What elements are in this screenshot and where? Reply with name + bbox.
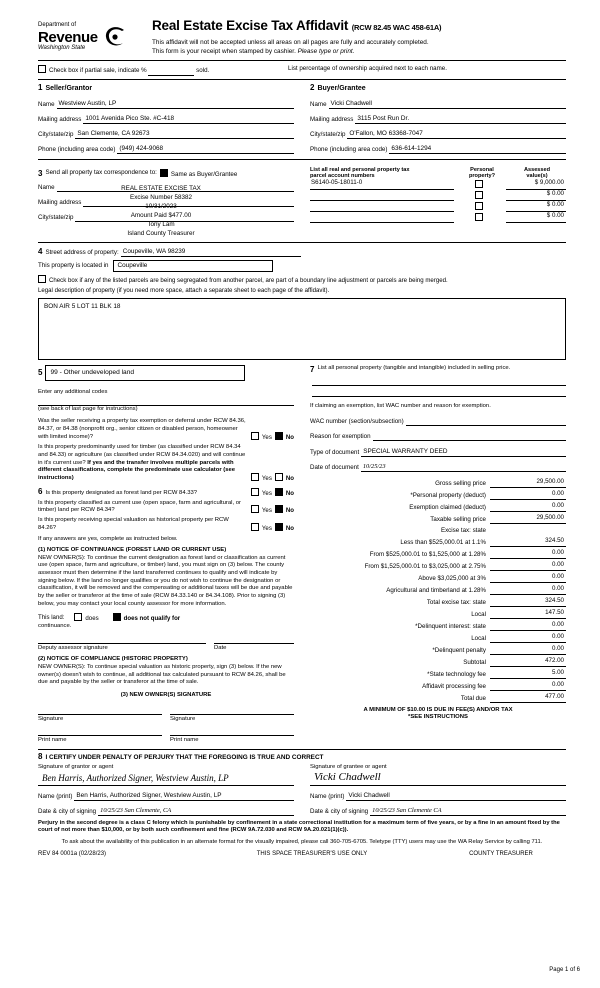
legal-description-input[interactable]	[38, 298, 566, 360]
section4-number: 4	[38, 246, 43, 256]
use-and-tax-section	[38, 365, 566, 745]
new-owner-signature-2-label[interactable]: Signature	[170, 714, 294, 724]
stamp-line-2: Excise Number 58382	[130, 193, 192, 201]
notice-continuance-body: NEW OWNER(S): To continue the current designation as forest land or classification as current use (open space, farm and agriculture, or timber) land, you must sign on (3) below. The county assessor must then determine if the land transferred continues to qualify and will indicate by signing below. If the land no longer qualifies or you do not wish to continue the designation or classification, it will be removed and the compensating or additional taxes will be due and payable by the seller or transferor at the time of sale (RCW 84.33.140 or 84.34.108). Prior to signing (3) below, you may contact your local county assessor for more information.	[38, 554, 293, 607]
stamp-line-6: Island County Treasurer	[127, 230, 195, 238]
ownership-note: List percentage of ownership acquired next to each name.	[288, 65, 447, 73]
table-row	[310, 212, 566, 223]
assessed-value-cell[interactable]	[506, 190, 566, 201]
header-note	[152, 39, 566, 56]
deputy-assessor-signature-label: Deputy assessor signature	[38, 643, 206, 653]
section3-block	[38, 163, 302, 238]
historic-yes-checkbox[interactable]	[251, 523, 259, 531]
segregation-row	[38, 275, 566, 285]
personal-property-checkbox[interactable]	[475, 191, 483, 199]
this-land-label: This land:	[38, 614, 65, 622]
street-address-value: Coupeville, WA 98239	[122, 247, 186, 255]
tax-value[interactable]: 0.00	[490, 549, 566, 559]
land-use-code-input[interactable]	[45, 365, 245, 381]
assessed-value-cell[interactable]	[506, 179, 566, 190]
section6-number: 6	[38, 486, 43, 496]
tax-label: Subtotal	[463, 658, 486, 666]
parcel-header-2: Personal	[470, 166, 494, 173]
seller-mailing-input[interactable]	[83, 114, 294, 124]
page-number: Page 1 of 6	[549, 966, 580, 973]
legal-description-value: BON AIR 5 LOT 11 BLK 18	[44, 302, 121, 310]
stamp-text	[76, 184, 246, 239]
grantee-signature-label: Signature of grantee or agent	[310, 763, 387, 770]
tax-label: Local	[471, 634, 486, 642]
assessed-value-cell[interactable]	[506, 201, 566, 212]
grantee-signature-value: Vicki Chadwell	[314, 770, 381, 783]
parcel-header-3: Assessed	[523, 166, 551, 173]
stamp-line-1: REAL ESTATE EXCISE TAX	[121, 184, 201, 192]
historic-yes-label: Yes	[261, 524, 272, 532]
document-type-value: SPECIAL WARRANTY DEED	[363, 447, 448, 455]
divider	[38, 79, 566, 80]
tax-value[interactable]: 29,500.00	[490, 478, 566, 488]
county-treasurer-label: COUNTY TREASURER	[469, 851, 533, 858]
corr-mailing-label: Mailing address	[38, 198, 82, 206]
parcel-header-1b: parcel account numbers	[310, 172, 375, 179]
tax-value	[490, 526, 566, 535]
exemption-claim-label: If claiming an exemption, list WAC number and reason for exemption.	[310, 402, 491, 409]
forest-yes-label: Yes	[261, 489, 272, 497]
street-address-label: Street address of property:	[45, 248, 119, 256]
tax-value[interactable]: 477.00	[490, 693, 566, 703]
forest-no-checkbox[interactable]	[275, 488, 283, 496]
form-footer	[38, 851, 566, 859]
seller-name-label: Name	[38, 100, 55, 108]
grantor-signature-value: Ben Harris, Authorized Signer, Westview Austin, LP	[42, 773, 229, 784]
land-does-not-checkbox[interactable]	[113, 613, 121, 621]
seller-block	[38, 83, 302, 154]
tax-label: Taxable selling price	[430, 515, 486, 523]
treasurer-space-label: THIS SPACE TREASURER'S USE ONLY	[256, 851, 368, 858]
tax-row	[310, 597, 566, 607]
tax-value[interactable]: 147.50	[490, 609, 566, 619]
seller-section-number: 1	[38, 82, 43, 92]
wac-number-input[interactable]	[406, 416, 566, 426]
same-as-buyer-label: Same as Buyer/Grantee	[170, 170, 238, 178]
tax-row	[310, 693, 566, 703]
personal-property-checkbox[interactable]	[475, 180, 483, 188]
document-date-input[interactable]	[361, 462, 566, 472]
section8-block	[38, 749, 566, 846]
tax-row	[310, 514, 566, 524]
tax-value[interactable]: 0.00	[490, 490, 566, 500]
personal-property-checkbox[interactable]	[475, 213, 483, 221]
grantor-datecity-label: Date & city of signing	[38, 807, 97, 815]
land-does-checkbox[interactable]	[74, 613, 82, 621]
tax-row	[310, 669, 566, 679]
grantor-print-label: Name (print)	[38, 792, 73, 800]
seller-citystatezip-label: City/state/zip	[38, 130, 74, 138]
seller-mailing-value: 1001 Avenida Pico Ste. #C-418	[85, 114, 175, 122]
tax-row	[310, 526, 566, 535]
section5-block	[38, 365, 302, 745]
street-address-input[interactable]	[121, 247, 301, 257]
tax-label: Exemption claimed (deduct)	[409, 503, 486, 511]
state-label: Washington State	[38, 44, 86, 51]
assessed-value: $ 0.00	[546, 211, 564, 219]
section4-block	[38, 247, 566, 360]
grantee-signature-input[interactable]	[310, 772, 566, 786]
tax-label: Above $3,025,000 at 3%	[418, 574, 486, 582]
currentuse-no-checkbox[interactable]	[275, 505, 283, 513]
partial-sale-label: Check box if partial sale, indicate %	[49, 67, 147, 75]
tax-label: From $525,000.01 to $1,525,000 at 1.28%	[369, 550, 486, 558]
perjury-text: Perjury in the second degree is a class C felony which is punishable by confinement in a state correctional institution for a maximum term of five years, or by a fine in an amount fixed by the court of not more than $10,000, or by both such confinement and fine (RCW 9A.72.030 and RCW 9A.20.021(1)(c)).	[38, 819, 560, 834]
personal-property-cell	[454, 202, 506, 212]
document-date-label: Date of document	[310, 463, 359, 471]
document-date-value: 10/25/23	[362, 462, 386, 470]
revenue-swirl-icon	[102, 24, 128, 50]
tax-row	[310, 633, 566, 643]
buyer-citystatezip-label: City/state/zip	[310, 130, 346, 138]
grantor-signature-input[interactable]	[38, 772, 294, 786]
exempt-yes-label: Yes	[261, 433, 272, 441]
currentuse-yes-label: Yes	[261, 507, 272, 515]
tax-value[interactable]: 0.00	[490, 561, 566, 571]
tax-label: *State technology fee	[427, 670, 486, 678]
timber-question: Is this property predominantly used for timber (as classified under RCW 84.34 and 84.33) or agriculture (as classified under RCW 84.34.020) and will continue in it's current use?	[38, 444, 246, 466]
tax-label: *Personal property (deduct)	[410, 491, 486, 499]
tax-value[interactable]: 29,500.00	[490, 514, 566, 524]
timber-no-checkbox[interactable]	[275, 473, 283, 481]
tax-label: Affidavit processing fee	[422, 682, 486, 690]
seller-citystatezip-input[interactable]	[75, 129, 294, 139]
grantee-print-value: Vicki Chadwell	[348, 791, 390, 799]
timber-yes-label: Yes	[261, 475, 272, 483]
new-owner-print-2-label[interactable]: Print name	[170, 735, 294, 745]
personal-property-checkbox[interactable]	[475, 202, 483, 210]
tax-label: *Delinquent interest: state	[415, 622, 486, 630]
parcel-number-input[interactable]	[310, 201, 454, 212]
personal-property-heading: List all personal property (tangible and intangible) included in selling price.	[317, 364, 511, 371]
section7-number: 7	[310, 364, 315, 374]
parcel-number-input[interactable]	[310, 179, 454, 190]
tax-row	[310, 502, 566, 512]
located-in-input[interactable]	[113, 260, 273, 272]
correspondence-section	[38, 163, 566, 238]
tax-row	[310, 478, 566, 488]
exempt-no-checkbox[interactable]	[275, 432, 283, 440]
tax-label: Excise tax: state	[440, 526, 486, 534]
historic-question: Is this property receiving special valuation as historical property per RCW 84.26?	[38, 516, 229, 531]
department-label: Department of	[38, 22, 77, 28]
certification-heading: I CERTIFY UNDER PENALTY OF PERJURY THAT THE FOREGOING IS TRUE AND CORRECT	[45, 753, 324, 761]
table-row	[310, 190, 566, 201]
buyer-citystatezip-input[interactable]	[347, 129, 566, 139]
tax-row	[310, 657, 566, 667]
currentuse-no-label: No	[285, 507, 294, 515]
parcel-table	[302, 163, 566, 238]
parcel-number-input[interactable]	[310, 212, 454, 223]
seller-name-value: Westview Austin, LP	[58, 99, 117, 107]
grantee-datecity-label: Date & city of signing	[310, 807, 369, 815]
buyer-mailing-input[interactable]	[355, 114, 566, 124]
divider	[38, 159, 566, 160]
grantee-datecity-input[interactable]	[370, 806, 566, 816]
buyer-name-label: Name	[310, 100, 327, 108]
buyer-name-input[interactable]	[329, 99, 566, 109]
timber-yes-checkbox[interactable]	[251, 473, 259, 481]
ada-note: To ask about the availability of this publication in an alternate format for the visually impaired, please call 360-705-6705. Teletype (TTY) users may use the WA Relay Service by calling 711.	[61, 838, 543, 845]
document-type-input[interactable]	[361, 447, 566, 457]
partial-sale-row	[38, 65, 566, 76]
exempt-no-label: No	[285, 433, 294, 441]
assessed-value-cell[interactable]	[506, 212, 566, 223]
section7-block	[302, 365, 566, 745]
wac-number-label: WAC number (section/subsection)	[310, 417, 404, 425]
divider	[38, 60, 566, 61]
buyer-name-value: Vicki Chadwell	[330, 99, 372, 107]
minimum-due-note: A MINIMUM OF $10.00 IS DUE IN FEE(S) AND/OR TAX	[363, 706, 513, 713]
stamp-line-5: Tony Lam	[147, 221, 175, 229]
assessed-value: $ 9,000.00	[534, 178, 564, 186]
forest-no-label: No	[285, 489, 294, 497]
header-note-emphasis: Please type or print.	[297, 47, 355, 55]
grantor-signature-label: Signature of grantor or agent	[38, 763, 114, 770]
tax-row	[310, 490, 566, 500]
see-back-note: (see back of last page for instructions)	[38, 405, 138, 412]
seller-citystatezip-value: San Clemente, CA 92673	[77, 129, 150, 137]
corr-name-label: Name	[38, 183, 55, 191]
tax-label: Local	[471, 610, 486, 618]
stamp-line-4: Amount Paid $477.00	[130, 212, 192, 220]
buyer-section-number: 2	[310, 82, 315, 92]
header-note-line2: This form is your receipt when stamped by cashier.	[152, 47, 298, 55]
tax-value[interactable]: 0.00	[490, 573, 566, 583]
grantee-print-label: Name (print)	[310, 792, 345, 800]
tax-label: Gross selling price	[435, 479, 486, 487]
table-row	[310, 201, 566, 212]
tax-label: From $1,525,000.01 to $3,025,000 at 2.75%	[364, 562, 486, 570]
seller-heading: Seller/Grantor	[45, 84, 93, 92]
exempt-yes-checkbox[interactable]	[251, 432, 259, 440]
tax-row	[310, 609, 566, 619]
parcel-number-value: S6140-05-18011-0	[311, 178, 363, 186]
land-use-code-value: 99 - Other undeveloped land	[50, 368, 135, 376]
table-row	[310, 179, 566, 190]
tax-row	[310, 561, 566, 571]
reason-exemption-input[interactable]	[373, 431, 566, 441]
segregation-checkbox[interactable]	[38, 275, 46, 283]
currentuse-yes-checkbox[interactable]	[251, 505, 259, 513]
revenue-label: Revenue	[38, 28, 98, 46]
forest-land-question: Is this property designated as forest land per RCW 84.33?	[45, 489, 198, 496]
land-does-label: does	[85, 615, 99, 623]
new-owner-signature-heading: (3) NEW OWNER(S) SIGNATURE	[120, 691, 212, 698]
personal-property-cell	[454, 213, 506, 223]
seller-name-input[interactable]	[57, 99, 294, 109]
new-owner-signature-1-label[interactable]: Signature	[38, 714, 162, 724]
tax-value[interactable]: 324.50	[490, 537, 566, 547]
title-rcw: (RCW 82.45 WAC 458-61A)	[351, 23, 442, 32]
seller-phone-input[interactable]	[117, 144, 294, 154]
grantor-print-input[interactable]	[74, 791, 294, 801]
form-header	[38, 18, 566, 56]
additional-codes-label: Enter any additional codes	[38, 389, 108, 396]
document-type-label: Type of document	[310, 448, 360, 456]
tax-label: Less than $525,000.01 at 1.1%	[400, 538, 486, 546]
section8-number: 8	[38, 751, 43, 761]
divider	[38, 242, 566, 243]
parcel-header-3b: value(s)	[526, 172, 548, 179]
agency-logo	[38, 18, 146, 52]
legal-description-label: Legal description of property (if you need more space, attach a separate sheet to each page of the affidavit).	[38, 287, 330, 295]
partial-sale-sold: sold.	[196, 67, 210, 75]
buyer-phone-input[interactable]	[389, 144, 566, 154]
tax-value[interactable]: 324.50	[490, 597, 566, 607]
grantee-print-input[interactable]	[346, 791, 566, 801]
buyer-mailing-value: 3115 Post Run Dr.	[357, 114, 410, 122]
tax-value[interactable]: 0.00	[490, 502, 566, 512]
tax-row	[310, 645, 566, 655]
perjury-note	[38, 820, 566, 835]
same-as-buyer-checkbox[interactable]	[160, 169, 168, 177]
header-note-line1: This affidavit will not be accepted unless all areas on all pages are fully and accurately completed.	[152, 38, 429, 46]
stamp-line-3: 10/31/2023	[145, 202, 177, 210]
seller-mailing-label: Mailing address	[38, 115, 82, 123]
grantor-print-value: Ben Harris, Authorized Signer, Westview Austin, LP	[76, 791, 222, 799]
buyer-block	[302, 83, 566, 154]
treasurer-stamp	[38, 182, 294, 238]
notice-compliance-body: NEW OWNER(S): To continue special valuation as historic property, sign (3) below. If the new owner(s) doesn't wish to continue, all additional tax calculated pursuant to RCW 84.26, shall be due and payable by the seller or transferor at the time of sale.	[38, 663, 286, 686]
tax-value[interactable]: 5.00	[490, 669, 566, 679]
exemption-question: Was the seller receiving a property tax exemption or deferral under RCW 84.36, 84.37, or 84.38 (nonprofit org., senior citizen or disabled person, homeowner with limited income)?	[38, 418, 246, 440]
form-revision: REV 84 0001a (02/28/23)	[38, 851, 107, 858]
land-does-not-label: does not qualify for	[123, 615, 181, 623]
buyer-citystatezip-value: O'Fallon, MO 63368-7047	[349, 129, 423, 137]
seller-phone-label: Phone (including area code)	[38, 145, 116, 153]
continuance-label: continuance.	[38, 622, 72, 629]
grantee-datecity-value: 10/25/23 San Clemente CA	[372, 806, 442, 814]
assessed-value: $ 0.00	[546, 200, 564, 208]
personal-property-cell	[454, 180, 506, 190]
located-in-label: This property is located in	[38, 261, 109, 269]
tax-row	[310, 585, 566, 595]
tax-row	[310, 537, 566, 547]
timber-note: If yes and the transfer involves multiple parcels with different classifications, complete the predominate use calculator (see instructions)	[38, 459, 236, 482]
corr-citystatezip-label: City/state/zip	[38, 213, 74, 221]
tax-label: *Delinquent penalty	[432, 646, 486, 654]
segregation-label: Check box if any of the listed parcels are being segregated from another parcel, are part of a boundary line adjustment or parcels are being merged.	[49, 276, 448, 284]
historic-no-label: No	[285, 524, 294, 532]
tax-row	[310, 621, 566, 631]
buyer-mailing-label: Mailing address	[310, 115, 354, 123]
located-in-value: Coupeville	[117, 261, 148, 269]
tax-value[interactable]: 0.00	[490, 621, 566, 631]
historic-no-checkbox[interactable]	[275, 523, 283, 531]
parcel-number-input[interactable]	[310, 190, 454, 201]
buyer-phone-label: Phone (including area code)	[310, 145, 388, 153]
notice-continuance-heading: (1) NOTICE OF CONTINUANCE (FOREST LAND OR CURRENT USE)	[38, 546, 227, 553]
forest-yes-checkbox[interactable]	[251, 488, 259, 496]
section5-number: 5	[38, 367, 43, 377]
tax-value[interactable]: 472.00	[490, 657, 566, 667]
seller-phone-value: (949) 424-9068	[119, 144, 164, 152]
tax-row	[310, 681, 566, 691]
see-instructions-note: *SEE INSTRUCTIONS	[408, 714, 468, 721]
tax-label: Total excise tax: state	[426, 598, 486, 606]
tax-row	[310, 573, 566, 583]
section3-number: 3	[38, 168, 43, 178]
notice-compliance-heading: (2) NOTICE OF COMPLIANCE (HISTORIC PROPERTY)	[38, 656, 188, 663]
buyer-heading: Buyer/Grantee	[317, 84, 366, 92]
new-owner-print-1-label[interactable]: Print name	[38, 735, 162, 745]
grantor-datecity-input[interactable]	[98, 806, 294, 816]
form-sheet	[38, 18, 566, 859]
buyer-phone-value: 636-614-1294	[391, 144, 432, 152]
personal-property-cell	[454, 191, 506, 201]
assessed-value: $ 0.00	[546, 189, 564, 197]
tax-value[interactable]: 0.00	[490, 681, 566, 691]
parcel-header-2b: property?	[468, 172, 496, 179]
tax-value[interactable]: 0.00	[490, 633, 566, 643]
tax-label: Total due	[460, 694, 486, 702]
parcel-header-1: List all real and personal property tax	[310, 166, 410, 173]
reason-exemption-label: Reason for exemption	[310, 432, 371, 440]
if-yes-note: If any answers are yes, complete as instructed below.	[38, 536, 178, 543]
parties-section	[38, 83, 566, 154]
current-use-question: Is this property classified as current use (open space, farm and agricultural, or timber) land per RCW 84.34?	[38, 499, 241, 514]
page-title	[152, 18, 566, 35]
section3-label: Send all property tax correspondence to:	[45, 168, 157, 176]
tax-row	[310, 549, 566, 559]
timber-no-label: No	[285, 475, 294, 483]
partial-sale-checkbox[interactable]	[38, 65, 46, 73]
tax-label: Agricultural and timberland at 1.28%	[386, 586, 486, 594]
grantor-datecity-value: 10/25/23 San Clemente, CA	[100, 806, 172, 814]
title-text: Real Estate Excise Tax Affidavit	[152, 18, 349, 33]
tax-value[interactable]: 0.00	[490, 645, 566, 655]
deputy-date-label: Date	[214, 643, 294, 653]
tax-value[interactable]: 0.00	[490, 585, 566, 595]
